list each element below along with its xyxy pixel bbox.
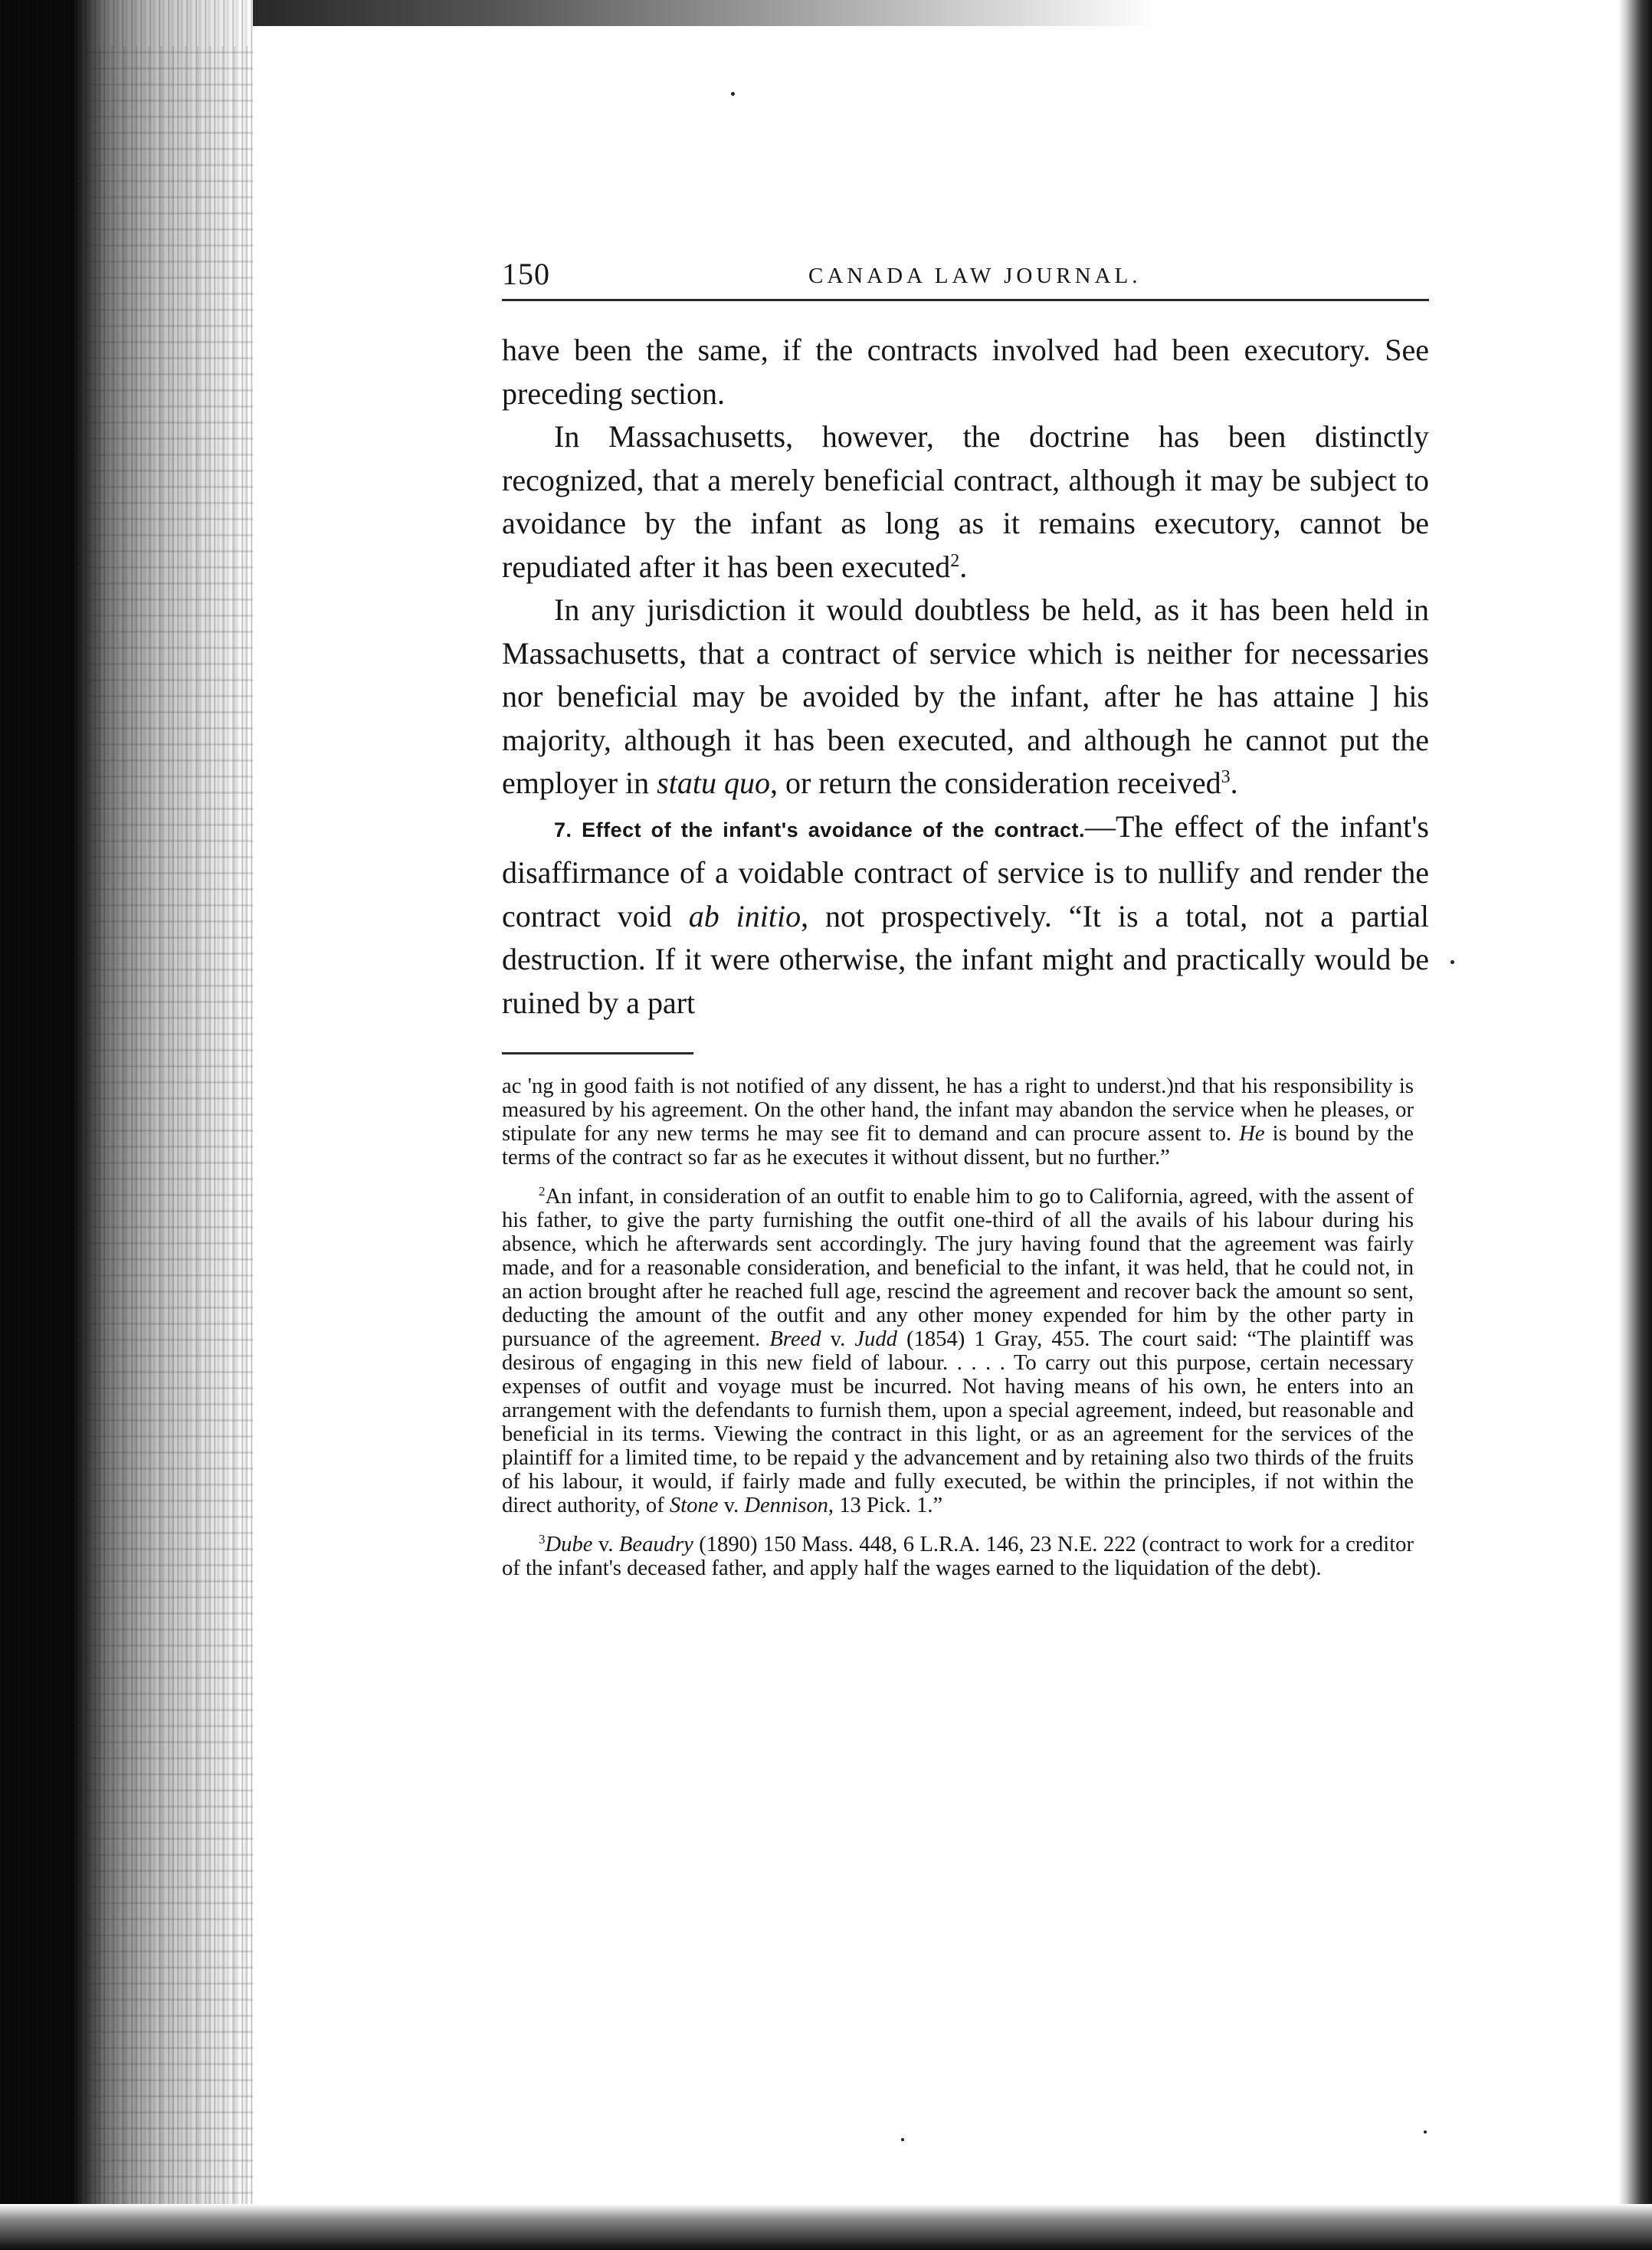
- footnote-1-continued: [502, 1074, 1414, 1169]
- footnote-1-text-a: ac 'ng in good faith is not notified of any dissent, he has a right to underst.)nd that his responsibility is measured by his agreement. On the other hand, the infant may abandon the service when he pleases, or stipulate for any new terms he may see fit to demand and can procure assent to.: [502, 1074, 1414, 1146]
- footnote-2-case-party-2: Judd: [854, 1327, 897, 1351]
- footnote-2-text-a: An infant, in consideration of an outfit to enable him to go to California, agreed, with the assent of his father, to give the party furnishing the outfit one-third of all the avails of his labour during his absence, which he afterwards sent accordingly. The jury having found that the agreement was fairly made, and for a reasonable consideration, and beneficial to the infant, it was held, that he could not, in an action brought after he reached full age, rescind the agreement and recover back the amount so sent, deducting the amount of the outfit and any other money expended for him by the other party in pursuance of the agreement.: [502, 1185, 1414, 1351]
- scan-speck: [731, 92, 735, 96]
- body-text: [502, 329, 1429, 1025]
- footnote-3: [502, 1533, 1414, 1580]
- scan-speck: [901, 2138, 904, 2141]
- scan-bottom-edge: [0, 2204, 1652, 2250]
- footnote-1-text-b: is bound by the terms of the contract so far as he executes it without dissent, but no further.”: [502, 1122, 1414, 1169]
- paragraph-4: [502, 805, 1429, 1025]
- paragraph-4-text-b: , not prospectively. “It is a total, not a partial destruction. If it were otherwise, the infant might and practically would be ruined by a part: [502, 898, 1429, 1020]
- scan-speck: [1450, 960, 1454, 964]
- paragraph-2: [502, 415, 1429, 589]
- scan-speck: [1424, 2130, 1427, 2134]
- footnote-2-case-party-1: Breed: [769, 1327, 821, 1351]
- footnote-3-mark: 3: [539, 1532, 546, 1546]
- footnote-2-case-party-4: Dennison: [744, 1494, 828, 1517]
- footnote-2-mark: 2: [539, 1184, 546, 1199]
- paragraph-2-end: .: [959, 549, 968, 584]
- paragraph-2-text: In Massachusetts, however, the doctrine has been distinctly recognized, that a merely beneficial contract, although it may be subject to avoidance by the infant as long as it remains executory, cannot be repudiated after it has been executed: [502, 419, 1429, 584]
- footnote-ref-2: 2: [950, 550, 960, 571]
- footnote-2-text-c: , 13 Pick. 1.”: [828, 1494, 943, 1517]
- footnote-3-text: (1890) 150 Mass. 448, 6 L.R.A. 146, 23 N.E. 222 (contract to work for a creditor of the infant's deceased father, and apply half the wages earned to the liquidation of the debt).: [502, 1533, 1414, 1580]
- paragraph-3-italic: statu quo: [657, 766, 770, 800]
- paragraph-3-text-b: , or return the consideration received: [769, 766, 1221, 800]
- binding-texture: [77, 46, 253, 2207]
- journal-title: CANADA LAW JOURNAL.: [808, 264, 1142, 288]
- footnote-1-italic: He: [1239, 1122, 1265, 1146]
- footnote-3-case-party-2: Beaudry: [618, 1533, 693, 1556]
- footnote-2-case-party-3: Stone: [669, 1494, 719, 1517]
- header-rule: [502, 299, 1429, 301]
- footnote-2: [502, 1185, 1414, 1517]
- paragraph-4-text-a: —The effect of the infant's disaffirmance of a voidable contract of service is to nullify and render the contract void: [502, 808, 1429, 933]
- footnote-3-case-party-1: Dube: [545, 1533, 593, 1556]
- paragraph-1: have been the same, if the contracts involved had been executory. See preceding section.: [502, 333, 1429, 411]
- scan-right-edge: [1618, 0, 1652, 2250]
- footnote-3-versus: v.: [592, 1533, 619, 1556]
- footnote-2-text-b: (1854) 1 Gray, 455. The court said: “The plaintiff was desirous of engaging in this new field of labour. . . . . To carry out this purpose, certain necessary expenses of outfit and voyage must be incurred. Not having means of his own, he enters into an arrangement with the defendants to furnish them, upon a special agreement, indeed, but reasonable and beneficial in its terms. Viewing the contract in this light, or as an agreement for the services of the plaintiff for a limited time, to be repaid y the advancement and by retaining also two thirds of the fruits of his labour, it would, if fairly made and fully executed, be within the principles, if not within the direct authority, of: [502, 1327, 1414, 1517]
- footnote-ref-3: 3: [1221, 767, 1231, 787]
- paragraph-3-text-a: In any jurisdiction it would doubtless be held, as it has been held in Massachusetts, that a contract of service which is neither for necessaries nor beneficial may be avoided by the infant, after he has attaine ] his majority, although it has been executed, and although he cannot put the employer in: [502, 592, 1429, 800]
- footnote-2-versus-2: v.: [718, 1494, 745, 1517]
- paragraph-3-end: .: [1230, 766, 1238, 800]
- footnotes: [502, 1074, 1414, 1580]
- footnote-2-versus-1: v.: [821, 1327, 855, 1351]
- footnote-rule: [502, 1052, 693, 1054]
- paragraph-3: [502, 589, 1429, 805]
- running-head: [502, 253, 1429, 297]
- section-heading: 7. Effect of the infant's avoidance of the contract.: [554, 818, 1085, 841]
- paragraph-4-italic: ab initio: [688, 898, 801, 933]
- page: [502, 253, 1429, 1596]
- page-number: 150: [502, 257, 550, 291]
